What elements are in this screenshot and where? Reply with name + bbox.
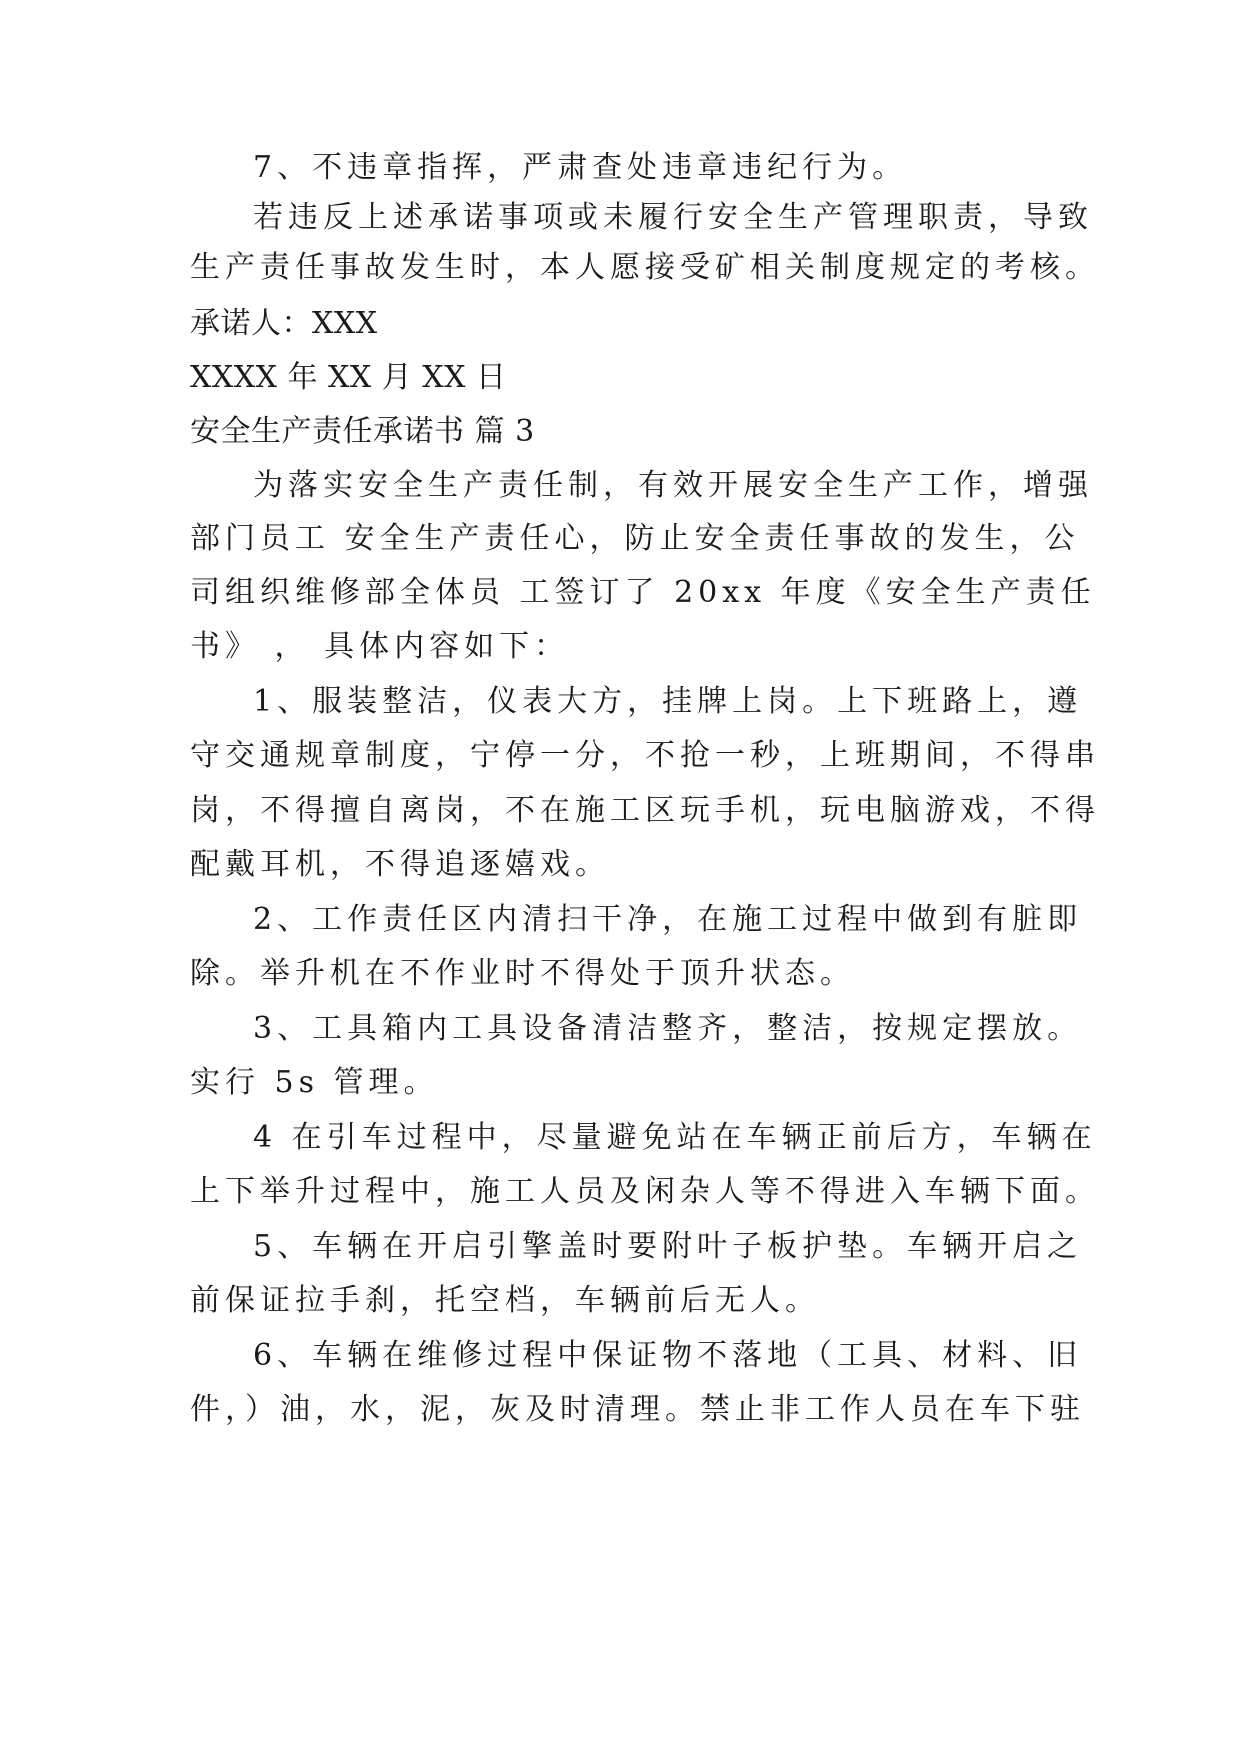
text-line: 5、车辆在开启引擎盖时要附叶子板护垫。车辆开启之 (253, 1229, 1083, 1264)
text-line: 生产责任事故发生时，本人愿接受矿相关制度规定的考核。 (190, 250, 1100, 285)
text-line: 除。举升机在不作业时不得处于顶升状态。 (190, 956, 855, 991)
text-line: 司组织维修部全体员 工签订了 20xx 年度《安全生产责任 (190, 575, 1096, 610)
section-heading: 安全生产责任承诺书 篇 3 (190, 414, 535, 449)
text-line: 为落实安全生产责任制，有效开展安全生产工作，增强 (253, 468, 1093, 503)
text-line: 承诺人：XXX (190, 306, 378, 341)
text-line: 7、不违章指挥，严肃查处违章违纪行为。 (253, 150, 908, 185)
text-line: 守交通规章制度，宁停一分，不抢一秒，上班期间，不得串 (190, 738, 1100, 773)
text-line: 1、服装整洁，仪表大方，挂牌上岗。上下班路上，遵 (253, 684, 1083, 719)
text-line: 实行 5s 管理。 (190, 1065, 439, 1100)
text-line: 4 在引车过程中，尽量避免站在车辆正前后方，车辆在 (253, 1120, 1097, 1155)
text-line: 上下举升过程中，施工人员及闲杂人等不得进入车辆下面。 (190, 1174, 1100, 1209)
text-line: 部门员工 安全生产责任心，防止安全责任事故的发生，公 (190, 521, 1080, 556)
text-line: 3、工具箱内工具设备清洁整齐，整洁，按规定摆放。 (253, 1011, 1083, 1046)
text-line: 书》 ， 具体内容如下： (190, 629, 570, 664)
text-line: 岗，不得擅自离岗，不在施工区玩手机，玩电脑游戏，不得 (190, 793, 1100, 828)
text-line: 配戴耳机，不得追逐嬉戏。 (190, 847, 610, 882)
text-line: 件，）油，水，泥，灰及时清理。禁止非工作人员在车下驻 (190, 1392, 1085, 1427)
text-line: 6、车辆在维修过程中保证物不落地（工具、材料、旧 (253, 1338, 1083, 1373)
text-line: XXXX 年 XX 月 XX 日 (190, 360, 507, 395)
text-line: 若违反上述承诺事项或未履行安全生产管理职责，导致 (253, 200, 1093, 235)
text-line: 2、工作责任区内清扫干净，在施工过程中做到有脏即 (253, 902, 1083, 937)
text-line: 前保证拉手刹，托空档，车辆前后无人。 (190, 1283, 820, 1318)
